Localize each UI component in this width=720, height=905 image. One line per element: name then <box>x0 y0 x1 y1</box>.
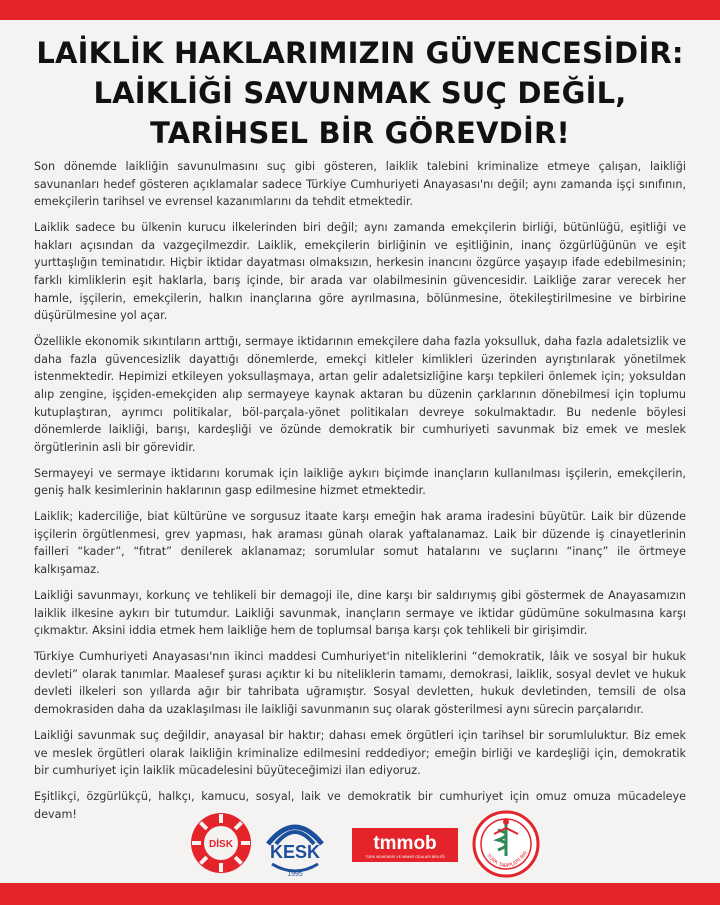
paragraph-5: Laiklik; kaderciliğe, biat kültürüne ve sorgusuz itaate karşı emeğin hak arama iradesini büyütür. Laik bir düzende işçilerin örgütlenmesi, grev yapması, hak araması günah olarak yaftalanamaz. Laik bir düzende iş cinayetlerinin failleri “kader”, “fıtrat” denilerek aklanamaz; sorumlular somut hatalarını ve suçlarını “inanç” ile örtmeye kalkışamaz. <box>34 510 686 577</box>
ttb-logo-icon <box>472 808 540 880</box>
ttb-logo-text: TÜRK TABİPLERİ BİR <box>485 850 530 870</box>
kesk-logo-text: KESK <box>269 842 321 862</box>
organization-logos <box>0 806 720 881</box>
disk-logo-icon <box>190 812 252 874</box>
title-line-2: LAİKLİĞİ SAVUNMAK SUÇ DEĞİL, <box>93 76 627 110</box>
paragraph-4: Sermayeyi ve sermaye iktidarını korumak için laikliğe aykırı biçimde inançların kullanılması işçilerin, emekçilerin, geniş halk kesimlerinin haklarının gasp edilmesine hizmet etmektedir. <box>34 466 686 498</box>
paragraph-2: Laiklik sadece bu ülkenin kurucu ilkelerinden biri değil; aynı zamanda emekçilerin birliği, bütünlüğü, eşitliği ve hakları açısından da vazgeçilmezdir. Laiklik, emekçilerin birliğinin ve eşitliğinin, inanç özgürlüğünün ve eşit yurttaşlığın teminatıdır. Hiçbir iktidar dayatması olmaksızın, herkesin inancını özgürce yaşayıp ifade edebilmesinin; farklı kimliklerin eşit haklarla, barış içinde, bir arada var olabilmesinin güvencesidir. Laikliğe zarar verecek her hamle, işçilerin, emekçilerin, halkın inançlarına göre ayrılmasına, bölünmesine, ötekileştirilmesine ve birbirine düşürülmesine yol açar. <box>34 221 686 323</box>
kesk-logo-icon <box>260 808 330 880</box>
paragraph-6: Laikliği savunmayı, korkunç ve tehlikeli bir demagoji ile, dine karşı bir saldırıymış gibi göstermek de Anayasamızın laiklik ilkesine aykırı bir tutumdur. Laikliği savunmak, inançların sermaye ve iktidar güdümüne sokulmasına karşı çıkmaktır. Aksini iddia etmek hem laikliğe hem de toplumsal barışa karşı çok tehlikeli bir girişimdir. <box>34 589 686 638</box>
tmmob-logo-subtitle: TÜRK MÜHENDİS VE MİMAR ODALARI BİRLİĞİ <box>365 855 445 859</box>
tmmob-logo-icon <box>352 828 458 862</box>
top-red-bar <box>0 0 720 20</box>
title-line-1: LAİKLİK HAKLARIMIZIN GÜVENCESİDİR: <box>36 36 684 70</box>
disk-logo-text: DİSK <box>209 839 233 850</box>
kesk-logo-year: 1995 <box>287 871 303 878</box>
statement-body <box>34 158 686 832</box>
paragraph-7: Türkiye Cumhuriyeti Anayasası'nın ikinci maddesi Cumhuriyet'in niteliklerini “demokratik, lâik ve sosyal bir hukuk devleti” olarak tanımlar. Maalesef şurası açıktır ki bu niteliklerin tamamı, demokrasi, laiklik, sosyal devlet ve hukuk devleti ilkeleri son yıllarda ağır bir tahribata uğramıştır. Sosyal devletten, hukuk devletinden, temsili de olsa demokrasiden daha da uzaklaşılması ile laikliği savunmanın suç olarak gösterilmesi aynı sürecin parçalarıdır. <box>34 650 686 716</box>
title-line-3: TARİHSEL BİR GÖREVDİR! <box>150 116 570 150</box>
page-title <box>20 33 700 153</box>
paragraph-9: Eşitlikçi, özgürlükçü, halkçı, kamucu, sosyal, laik ve demokratik bir cumhuriyet için omuz omuza mücadeleye devam! <box>34 790 686 821</box>
paragraph-3: Özellikle ekonomik sıkıntıların arttığı, sermaye iktidarının emekçilere daha fazla yoksulluk, daha fazla adaletsizlik ve daha fazla güvencesizlik dayattığı dönemlerde, emekçi kitleler kimlikleri üzerinden ayrıştırılarak yönetilmek istenmektedir. Hepimizi etkileyen yoksullaşmaya, artan gelir adaletsizliğine karşı tepkileri önlemek için; yoksuldan alıp zengine, işçiden-emekçiden alıp sermayeye kaynak aktaran bu düzenin çarklarının dönebilmesi için toplumu kutuplaştıran, ayrımcı politikalar, böl-parçala-yönet politikaları devreye sokulmaktadır. Bu nedenle böylesi dönemlerde laikliği, barışı, kardeşliği ve özünde demokratik bir cumhuriyeti savunmak biz emek ve meslek örgütlerinin asli bir görevidir. <box>34 335 686 454</box>
paragraph-1: Son dönemde laikliğin savunulmasını suç gibi gösteren, laiklik talebini kriminalize etmeye çalışan, laikliği savunanları hedef gösteren açıklamalar sadece Türkiye Cumhuriyeti Anayasası'nı değil; aynı zamanda işçi sınıfının, emekçilerin tarihsel ve evrensel kazanımlarını da tehdit etmektedir. <box>34 160 686 209</box>
paragraph-8: Laikliği savunmak suç değildir, anayasal bir haktır; dahası emek örgütleri için tarihsel bir sorumluluktur. Biz emek ve meslek örgütleri olarak laikliğin kriminalize edilmesini reddediyor; emeğin birliği ve kardeşliği için, demokratik bir cumhuriyet için laiklik mücadelesini büyüteceğimizi ilan ediyoruz. <box>34 728 686 778</box>
bottom-red-bar <box>0 883 720 905</box>
tmmob-logo-text: tmmob <box>373 833 437 854</box>
